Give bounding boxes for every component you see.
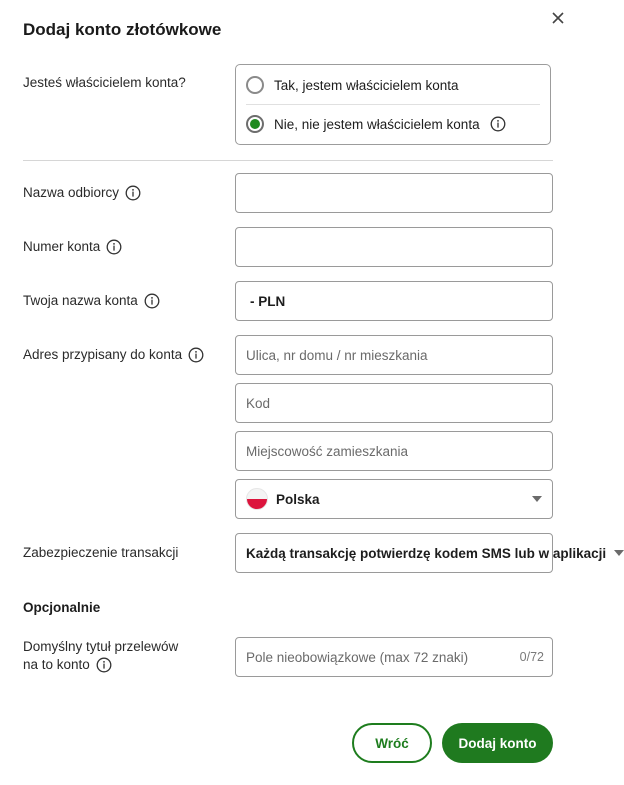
chevron-down-icon: [614, 550, 624, 556]
info-icon[interactable]: [96, 657, 112, 673]
postcode-field[interactable]: [235, 383, 553, 423]
security-select[interactable]: [235, 533, 607, 573]
security-label: Zabezpieczenie transakcji: [23, 545, 179, 560]
account-alias-label: Twoja nazwa konta: [23, 292, 160, 310]
owner-option-yes-label: Tak, jestem właścicielem konta: [274, 77, 459, 93]
account-alias-field[interactable]: [235, 281, 553, 321]
dialog-title: Dodaj konto złotówkowe: [23, 20, 222, 39]
info-icon[interactable]: [144, 293, 160, 309]
back-button[interactable]: Wróć: [352, 723, 432, 763]
char-counter: 0/72: [519, 650, 544, 664]
close-icon[interactable]: [548, 8, 568, 28]
radio-unchecked[interactable]: [246, 76, 264, 94]
default-title-input[interactable]: [236, 638, 552, 676]
city-field[interactable]: [235, 431, 553, 471]
owner-option-no[interactable]: [246, 105, 540, 143]
section-divider: [23, 160, 553, 161]
account-number-field[interactable]: [235, 227, 553, 267]
owner-question-label: Jesteś właścicielem konta?: [23, 75, 186, 90]
street-input[interactable]: [236, 336, 552, 374]
security-value: Każdą transakcję potwierdzę kodem SMS lub w aplikacji: [246, 545, 607, 561]
recipient-name-field[interactable]: [235, 173, 553, 213]
city-input[interactable]: [236, 432, 552, 470]
country-select[interactable]: [235, 479, 553, 519]
account-number-input[interactable]: [236, 228, 552, 266]
info-icon[interactable]: [125, 185, 141, 201]
optional-heading: Opcjonalnie: [23, 600, 101, 615]
country-value: Polska: [276, 491, 320, 507]
recipient-name-label: Nazwa odbiorcy: [23, 184, 141, 202]
poland-flag-icon: [246, 488, 268, 510]
owner-option-no-label: Nie, nie jestem właścicielem konta: [274, 116, 480, 132]
info-icon[interactable]: [188, 347, 204, 363]
default-title-field[interactable]: [235, 637, 553, 677]
account-alias-input[interactable]: [236, 282, 552, 320]
info-icon[interactable]: [106, 239, 122, 255]
account-number-label: Numer konta: [23, 238, 122, 256]
add-account-button[interactable]: Dodaj konto: [442, 723, 553, 763]
info-icon[interactable]: [490, 116, 506, 132]
recipient-name-input[interactable]: [236, 174, 552, 212]
owner-radio-group: [235, 64, 551, 145]
chevron-down-icon: [532, 496, 542, 502]
postcode-input[interactable]: [236, 384, 552, 422]
default-title-label: Domyślny tytuł przelewów na to konto: [23, 639, 179, 672]
address-label: Adres przypisany do konta: [23, 346, 204, 364]
owner-option-yes[interactable]: [246, 66, 540, 105]
street-field[interactable]: [235, 335, 553, 375]
radio-checked[interactable]: [246, 115, 264, 133]
